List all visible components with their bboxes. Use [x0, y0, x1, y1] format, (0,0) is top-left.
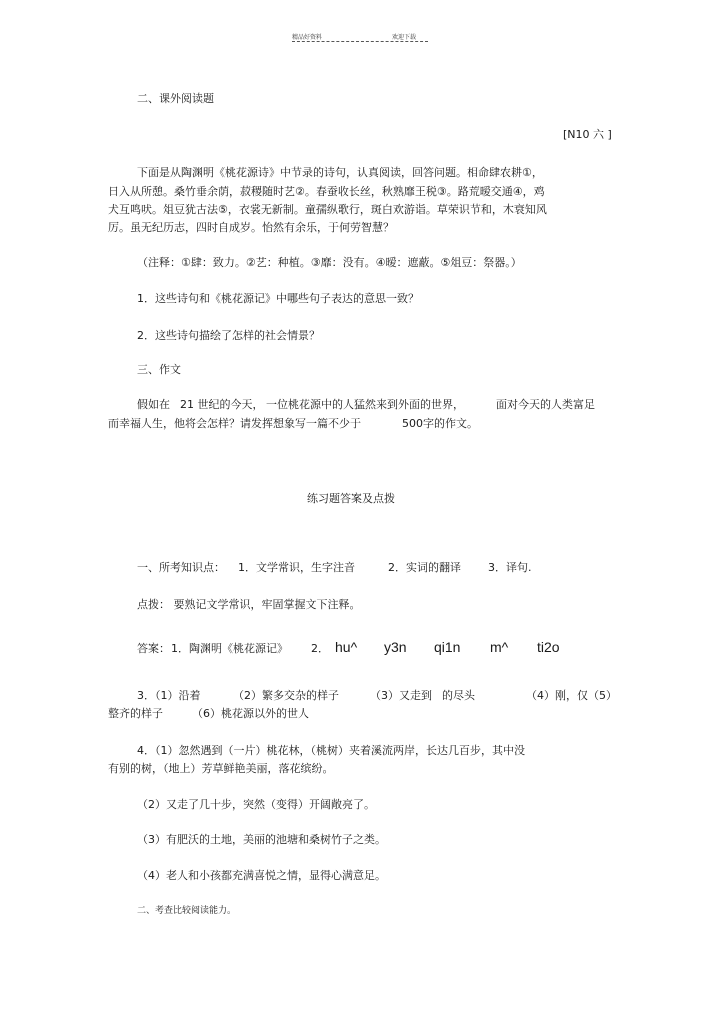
essay-line-2b: 500字的作文。 [402, 417, 478, 430]
answer-part-2: 2． [311, 642, 329, 655]
knowledge-lead: 一、所考知识点： [137, 561, 225, 574]
notes: （注释：①肆：致力。②艺：种植。③靡：没有。④暧：遮蔽。⑤俎豆：祭器。） [137, 256, 522, 269]
tip: 点拨： 要熟记文学常识，牢固掌握文下注释。 [137, 598, 361, 611]
answer-4-sub-2: （2）又走了几十步，突然（变得）开阔敞亮了。 [137, 798, 375, 811]
knowledge-3: 3．译句. [488, 561, 532, 574]
section-2-title: 二、课外阅读题 [137, 92, 214, 105]
answers-title: 练习题答案及点拨 [307, 492, 395, 505]
reading-line-1: 下面是从陶渊明《桃花源诗》中节录的诗句，认真阅读，回答问题。相命肆农耕①， [137, 166, 543, 179]
answer-4-line-1: 4．（1）忽然遇到（一片）桃花林，（桃树）夹着溪流两岸，长达几百步，其中没 [137, 744, 525, 757]
answer-3-line-1d: 的尽头 [442, 689, 475, 702]
answer-3-line-1b: （2）繁多交杂的样子 [233, 689, 339, 702]
knowledge-1: 1．文学常识，生字注音 [238, 561, 355, 574]
question-tag: [N10 六 ] [563, 128, 612, 141]
pinyin-1: hu^ [335, 639, 358, 655]
answer-part-1: 1．陶渊明《桃花源记》 [171, 642, 288, 655]
answer-3-line-2b: （6）桃花源以外的世人 [192, 707, 309, 720]
essay-line-1b: 21 世纪的今天， [180, 398, 264, 411]
section-3-title: 三、作文 [137, 363, 181, 376]
essay-line-2a: 而幸福人生，他将会怎样？请发挥想象写一篇不少于 [108, 417, 361, 430]
answer-3-line-1a: 3．（1）沿着 [137, 689, 201, 702]
essay-line-1a: 假如在 [137, 398, 170, 411]
header-right: 欢迎下载 [392, 34, 417, 41]
header-divider [292, 41, 428, 42]
answer-3-line-2a: 整齐的样子 [108, 707, 163, 720]
knowledge-2: 2．实词的翻译 [388, 561, 461, 574]
essay-line-1c: 一位桃花源中的人猛然来到外面的世界， [266, 398, 464, 411]
pinyin-5: ti2o [537, 639, 560, 655]
essay-line-1d: 面对今天的人类富足 [496, 398, 595, 411]
last-line: 二、考查比较阅读能力。 [137, 906, 237, 916]
reading-line-4: 厉。虽无纪历志，四时自成岁。怡然有余乐，于何劳智慧？ [108, 221, 394, 234]
reading-line-3: 犬互鸣吠。俎豆犹古法⑤，衣裳无新制。童孺纵歌行，斑白欢游诣。草荣识节和，木衰知风 [108, 203, 547, 216]
answer-4-sub-3: （3）有肥沃的土地，美丽的池塘和桑树竹子之类。 [137, 833, 386, 846]
answer-label: 答案： [137, 642, 170, 655]
header-left: 精品好资料 [292, 34, 323, 41]
question-2: 2．这些诗句描绘了怎样的社会情景？ [137, 329, 320, 342]
answer-4-sub-4: （4）老人和小孩都充满喜悦之情，显得心满意足。 [137, 869, 386, 882]
question-1: 1．这些诗句和《桃花源记》中哪些句子表达的意思一致？ [137, 292, 419, 305]
pinyin-3: qi1n [434, 639, 461, 655]
pinyin-2: y3n [384, 639, 407, 655]
answer-3-line-1e: （4）刚，仅（5） [526, 689, 617, 702]
pinyin-4: m^ [490, 639, 509, 655]
answer-4-line-2: 有别的树，（地上）芳草鲜艳美丽，落花缤纷。 [108, 762, 334, 775]
answer-3-line-1c: （3）又走到 [370, 689, 432, 702]
reading-line-2: 日入从所憩。桑竹垂余荫，菽稷随时艺②。春蚕收长丝，秋熟靡王税③。路荒暧交通④，鸡 [108, 185, 545, 198]
